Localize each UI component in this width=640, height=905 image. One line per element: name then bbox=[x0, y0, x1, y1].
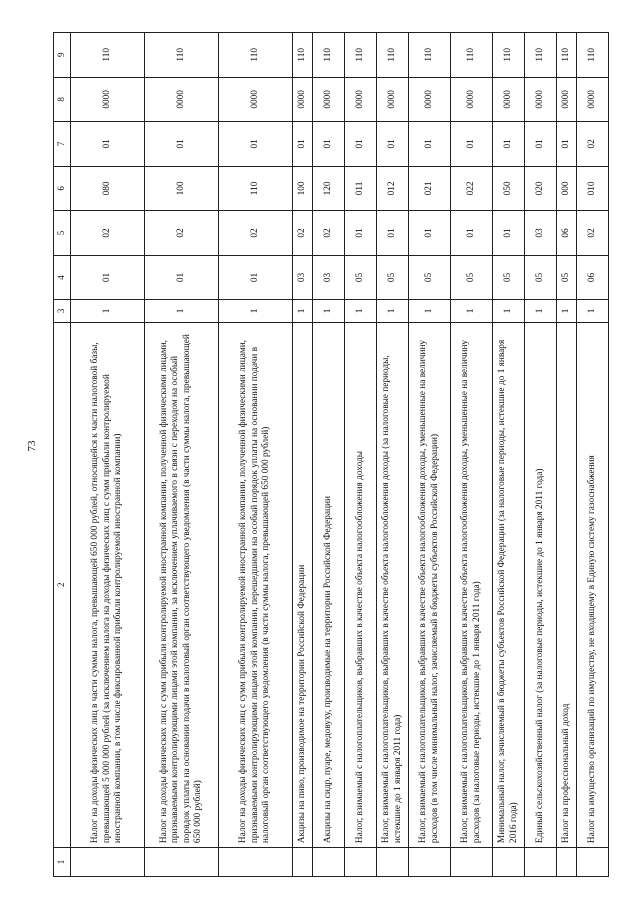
code-program-cell: 0000 bbox=[293, 77, 313, 122]
code-economic-cell: 110 bbox=[71, 33, 145, 78]
code-group-cell: 1 bbox=[557, 300, 577, 322]
header-cell: 3 bbox=[54, 300, 71, 322]
code-subarticle-cell: 050 bbox=[493, 166, 525, 211]
code-subarticle-cell: 021 bbox=[409, 166, 451, 211]
code-subgroup-cell: 05 bbox=[493, 255, 525, 300]
code-subarticle-cell: 020 bbox=[525, 166, 557, 211]
code-program-cell: 0000 bbox=[313, 77, 345, 122]
header-cell: 8 bbox=[54, 77, 71, 122]
code-program-cell: 0000 bbox=[451, 77, 493, 122]
code-article-cell: 01 bbox=[451, 211, 493, 256]
code-subarticle-cell: 010 bbox=[577, 166, 609, 211]
classification-table bbox=[53, 32, 609, 877]
code-program-cell: 0000 bbox=[71, 77, 145, 122]
code-subarticle-cell: 022 bbox=[451, 166, 493, 211]
header-cell: 4 bbox=[54, 255, 71, 300]
row-index-cell bbox=[577, 848, 609, 877]
row-index-cell bbox=[409, 848, 451, 877]
table-row bbox=[377, 33, 409, 877]
code-economic-cell: 110 bbox=[577, 33, 609, 78]
code-subarticle-cell: 100 bbox=[145, 166, 219, 211]
description-cell: Налог на доходы физических лиц с сумм прибыли контролируемой иностранной компании, полученной физическими лицами, признаваемыми контролирующими лицами этой компании, перешедшими на особый порядок уплаты на основании подачи в налоговый орган соответствующего уведомления (в части суммы налога, превышающей 650 000 рублей) bbox=[219, 322, 293, 848]
code-program-cell: 0000 bbox=[409, 77, 451, 122]
code-subgroup-cell: 05 bbox=[451, 255, 493, 300]
code-subarticle-cell: 012 bbox=[377, 166, 409, 211]
code-element-cell: 01 bbox=[557, 122, 577, 167]
code-article-cell: 02 bbox=[577, 211, 609, 256]
rotated-table-wrapper bbox=[53, 32, 603, 877]
row-index-cell bbox=[525, 848, 557, 877]
header-cell: 9 bbox=[54, 33, 71, 78]
code-program-cell: 0000 bbox=[145, 77, 219, 122]
code-article-cell: 02 bbox=[219, 211, 293, 256]
table-row bbox=[145, 33, 219, 877]
row-index-cell bbox=[219, 848, 293, 877]
page-number: 73 bbox=[26, 440, 38, 452]
row-index-cell bbox=[377, 848, 409, 877]
description-cell: Налог на доходы физических лиц в части суммы налога, превышающей 650 000 рублей, относящейся к части налоговой базы, превышающей 5 000 000 рублей (за исключением налога на доходы физических лиц с сумм прибыли контролируемой иностранной компании, в том числе фиксированной прибыли контролируемой иностранной компании) bbox=[71, 322, 145, 848]
code-economic-cell: 110 bbox=[293, 33, 313, 78]
code-program-cell: 0000 bbox=[557, 77, 577, 122]
code-subarticle-cell: 000 bbox=[557, 166, 577, 211]
code-element-cell: 01 bbox=[451, 122, 493, 167]
code-economic-cell: 110 bbox=[493, 33, 525, 78]
table-row bbox=[525, 33, 557, 877]
code-subgroup-cell: 05 bbox=[557, 255, 577, 300]
code-economic-cell: 110 bbox=[219, 33, 293, 78]
code-subarticle-cell: 080 bbox=[71, 166, 145, 211]
table-row bbox=[577, 33, 609, 877]
code-element-cell: 01 bbox=[409, 122, 451, 167]
code-economic-cell: 110 bbox=[145, 33, 219, 78]
table-row bbox=[451, 33, 493, 877]
header-cell: 6 bbox=[54, 166, 71, 211]
code-group-cell: 1 bbox=[71, 300, 145, 322]
table-row bbox=[557, 33, 577, 877]
code-element-cell: 01 bbox=[525, 122, 557, 167]
description-cell: Налог на доходы физических лиц с сумм прибыли контролируемой иностранной компании, полученной физическими лицами, признаваемыми контролирующими лицами этой компании, за исключением уплачиваемого в связи с переходом на особый порядок уплаты на основании подачи в налоговый орган соответствующего уведомления (в части суммы налога, превышающей 650 000 рублей) bbox=[145, 322, 219, 848]
code-element-cell: 02 bbox=[577, 122, 609, 167]
code-subarticle-cell: 011 bbox=[345, 166, 377, 211]
code-economic-cell: 110 bbox=[409, 33, 451, 78]
code-subgroup-cell: 05 bbox=[409, 255, 451, 300]
code-group-cell: 1 bbox=[525, 300, 557, 322]
code-group-cell: 1 bbox=[145, 300, 219, 322]
code-element-cell: 01 bbox=[345, 122, 377, 167]
header-row bbox=[54, 33, 71, 877]
code-article-cell: 02 bbox=[71, 211, 145, 256]
table-body bbox=[71, 33, 609, 877]
row-index-cell bbox=[293, 848, 313, 877]
code-economic-cell: 110 bbox=[557, 33, 577, 78]
description-cell: Налог, взимаемый с налогоплательщиков, выбравших в качестве объекта налогообложения доходы bbox=[345, 322, 377, 848]
description-cell: Акцизы на сидр, пуаре, медовуху, производимые на территории Российской Федерации bbox=[313, 322, 345, 848]
table-row bbox=[409, 33, 451, 877]
code-subgroup-cell: 05 bbox=[525, 255, 557, 300]
code-element-cell: 01 bbox=[219, 122, 293, 167]
row-index-cell bbox=[493, 848, 525, 877]
description-cell: Налог, взимаемый с налогоплательщиков, выбравших в качестве объекта налогообложения доходы, уменьшенные на величину расходов (в том числе минимальный налог, зачисляемый в бюджеты субъектов Российской Федерации) bbox=[409, 322, 451, 848]
code-program-cell: 0000 bbox=[345, 77, 377, 122]
row-index-cell bbox=[313, 848, 345, 877]
table-row bbox=[493, 33, 525, 877]
code-group-cell: 1 bbox=[493, 300, 525, 322]
row-index-cell bbox=[451, 848, 493, 877]
code-group-cell: 1 bbox=[313, 300, 345, 322]
row-index-cell bbox=[345, 848, 377, 877]
table-row bbox=[313, 33, 345, 877]
code-article-cell: 02 bbox=[293, 211, 313, 256]
code-program-cell: 0000 bbox=[219, 77, 293, 122]
code-program-cell: 0000 bbox=[493, 77, 525, 122]
code-element-cell: 01 bbox=[377, 122, 409, 167]
code-program-cell: 0000 bbox=[577, 77, 609, 122]
code-group-cell: 1 bbox=[409, 300, 451, 322]
code-element-cell: 01 bbox=[145, 122, 219, 167]
code-group-cell: 1 bbox=[219, 300, 293, 322]
row-index-cell bbox=[557, 848, 577, 877]
code-program-cell: 0000 bbox=[525, 77, 557, 122]
code-subgroup-cell: 03 bbox=[293, 255, 313, 300]
header-cell: 1 bbox=[54, 848, 71, 877]
code-economic-cell: 110 bbox=[451, 33, 493, 78]
description-cell: Минимальный налог, зачисляемый в бюджеты субъектов Российской Федерации (за налоговые периоды, истекшие до 1 января 2016 года) bbox=[493, 322, 525, 848]
table-row bbox=[71, 33, 145, 877]
code-subarticle-cell: 100 bbox=[293, 166, 313, 211]
code-subgroup-cell: 01 bbox=[219, 255, 293, 300]
description-cell: Налог, взимаемый с налогоплательщиков, выбравших в качестве объекта налогообложения доходы, уменьшенные на величину расходов (за налоговые периоды, истекшие до 1 января 2011 года) bbox=[451, 322, 493, 848]
code-group-cell: 1 bbox=[577, 300, 609, 322]
code-group-cell: 1 bbox=[345, 300, 377, 322]
code-article-cell: 02 bbox=[313, 211, 345, 256]
row-index-cell bbox=[145, 848, 219, 877]
table-row bbox=[293, 33, 313, 877]
code-element-cell: 01 bbox=[493, 122, 525, 167]
code-subgroup-cell: 03 bbox=[313, 255, 345, 300]
table-row bbox=[345, 33, 377, 877]
code-article-cell: 06 bbox=[557, 211, 577, 256]
code-subgroup-cell: 05 bbox=[345, 255, 377, 300]
description-cell: Акцизы на пиво, производимое на территории Российской Федерации bbox=[293, 322, 313, 848]
code-subgroup-cell: 06 bbox=[577, 255, 609, 300]
code-subarticle-cell: 120 bbox=[313, 166, 345, 211]
description-cell: Налог на профессиональный доход bbox=[557, 322, 577, 848]
code-subgroup-cell: 01 bbox=[71, 255, 145, 300]
code-group-cell: 1 bbox=[293, 300, 313, 322]
code-article-cell: 01 bbox=[345, 211, 377, 256]
header-cell: 5 bbox=[54, 211, 71, 256]
table-row bbox=[219, 33, 293, 877]
code-article-cell: 01 bbox=[377, 211, 409, 256]
code-element-cell: 01 bbox=[293, 122, 313, 167]
description-cell: Налог, взимаемый с налогоплательщиков, выбравших в качестве объекта налогообложения доходы (за налоговые периоды, истекшие до 1 января 2011 года) bbox=[377, 322, 409, 848]
code-element-cell: 01 bbox=[71, 122, 145, 167]
code-economic-cell: 110 bbox=[345, 33, 377, 78]
description-cell: Налог на имущество организаций по имуществу, не входящему в Единую систему газоснабжения bbox=[577, 322, 609, 848]
code-subgroup-cell: 05 bbox=[377, 255, 409, 300]
code-element-cell: 01 bbox=[313, 122, 345, 167]
code-article-cell: 01 bbox=[493, 211, 525, 256]
code-article-cell: 03 bbox=[525, 211, 557, 256]
header-cell: 7 bbox=[54, 122, 71, 167]
code-group-cell: 1 bbox=[377, 300, 409, 322]
code-subarticle-cell: 110 bbox=[219, 166, 293, 211]
code-program-cell: 0000 bbox=[377, 77, 409, 122]
code-economic-cell: 110 bbox=[377, 33, 409, 78]
row-index-cell bbox=[71, 848, 145, 877]
code-economic-cell: 110 bbox=[313, 33, 345, 78]
code-group-cell: 1 bbox=[451, 300, 493, 322]
code-article-cell: 02 bbox=[145, 211, 219, 256]
description-cell: Единый сельскохозяйственный налог (за налоговые периоды, истекшие до 1 января 2011 года) bbox=[525, 322, 557, 848]
code-article-cell: 01 bbox=[409, 211, 451, 256]
header-cell: 2 bbox=[54, 322, 71, 848]
code-subgroup-cell: 01 bbox=[145, 255, 219, 300]
code-economic-cell: 110 bbox=[525, 33, 557, 78]
